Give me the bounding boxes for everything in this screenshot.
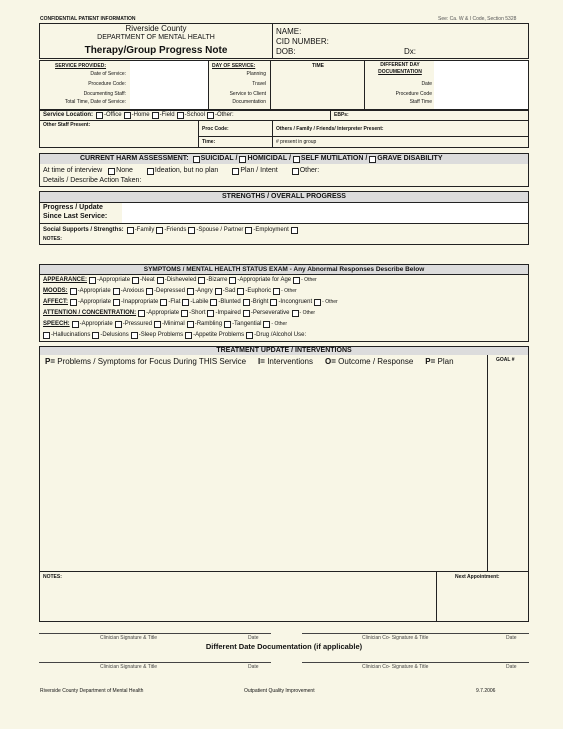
other-staff-label: Other Staff Present: xyxy=(43,122,91,128)
mse-option-checkbox[interactable] xyxy=(113,288,120,295)
i-key: I= xyxy=(258,357,265,366)
mse-option-label: -Sleep Problems xyxy=(138,332,184,338)
service-provided-label: SERVICE PROVIDED: xyxy=(55,63,107,69)
mse-option-label: - Other xyxy=(271,321,287,327)
ideation-checkbox[interactable] xyxy=(147,168,154,175)
next-appointment-label: Next Appointment: xyxy=(455,574,500,580)
mse-option-label: -Anxious xyxy=(120,288,145,294)
mse-option-checkbox[interactable] xyxy=(154,321,161,328)
mse-option-label: -Labile xyxy=(190,299,209,305)
mse-option xyxy=(224,320,261,328)
mse-option-checkbox[interactable] xyxy=(187,321,194,328)
homicidal-label: HOMICIDAL / xyxy=(247,155,291,162)
others-present-label: Others / Family / Friends/ Interpreter Present: xyxy=(276,126,384,132)
progress-input[interactable] xyxy=(122,203,528,223)
homicidal-checkbox[interactable] xyxy=(239,156,246,163)
mse-option-checkbox[interactable] xyxy=(292,310,299,317)
progress-label: Progress / Update xyxy=(43,204,103,211)
co-signature-label: Clinician Co- Signature & Title xyxy=(362,635,429,641)
mse-option xyxy=(237,287,271,295)
co-signature-label-2: Clinician Co- Signature & Title xyxy=(362,664,429,670)
clinician-date-label-2: Date xyxy=(248,664,259,670)
suicidal-label: SUICIDAL / xyxy=(200,155,238,162)
mse-option xyxy=(113,287,144,295)
mse-option-checkbox[interactable] xyxy=(113,299,120,306)
mse-option-label: -Inappropriate xyxy=(121,299,159,305)
mse-option-label: -Flat xyxy=(168,299,181,305)
footer-quality: Outpatient Quality Improvement xyxy=(244,688,315,694)
o-key: O= xyxy=(325,357,336,366)
mse-option-checkbox[interactable] xyxy=(246,332,253,339)
mse-option xyxy=(229,276,291,284)
mse-option-checkbox[interactable] xyxy=(263,321,270,328)
mse-option-label: -Bright xyxy=(250,299,269,305)
mse-option-checkbox[interactable] xyxy=(182,299,189,306)
mse-row xyxy=(43,298,340,306)
service-to-client-label: Service to Client xyxy=(229,91,266,97)
form-title: Therapy/Group Progress Note xyxy=(84,45,228,56)
mse-option-checkbox[interactable] xyxy=(131,332,138,339)
mse-option xyxy=(132,276,155,284)
procedure-code-label: Procedure Code: xyxy=(88,81,126,87)
mse-option-checkbox[interactable] xyxy=(132,277,139,284)
proc-time-label: Time: xyxy=(202,139,216,145)
other-location-checkbox[interactable] xyxy=(207,112,214,119)
mse-option-label: -Minimal xyxy=(162,321,185,327)
p-text: Problems / Symptoms for Focus During THIS Service xyxy=(57,357,247,366)
mse-option-label: -Appropriate xyxy=(97,277,131,283)
diff-procedure-code-label: Procedure Code xyxy=(395,91,432,97)
family-checkbox[interactable] xyxy=(127,227,134,234)
mse-option-checkbox[interactable] xyxy=(229,277,236,284)
grave-disability-checkbox[interactable] xyxy=(369,156,376,163)
mse-row-label: APPEARANCE: xyxy=(43,277,88,283)
social-supports-label: Social Supports / Strengths: xyxy=(43,227,124,233)
co-signature-date-label: Date xyxy=(506,635,517,641)
service-location-label: Service Location: xyxy=(43,112,94,118)
mse-option xyxy=(181,309,205,317)
mse-option-label: -Appetite Problems xyxy=(193,332,245,338)
mse-row xyxy=(43,331,308,339)
mse-option-label: -Neat xyxy=(140,277,155,283)
field-checkbox[interactable] xyxy=(152,112,159,119)
time-header: TIME xyxy=(312,63,324,69)
mse-option xyxy=(70,287,111,295)
staff-time-label: Staff Time xyxy=(409,99,432,105)
plan-text: Plan xyxy=(437,357,454,366)
harm-header-row xyxy=(80,155,445,163)
i-text: Interventions xyxy=(267,357,313,366)
footer-date: 9.7.2006 xyxy=(476,688,496,694)
mse-option-checkbox[interactable] xyxy=(237,288,244,295)
department-name: DEPARTMENT OF MENTAL HEALTH xyxy=(97,34,215,41)
mse-option-checkbox[interactable] xyxy=(185,332,192,339)
mse-option xyxy=(89,276,130,284)
mse-option-checkbox[interactable] xyxy=(72,321,79,328)
mse-option-checkbox[interactable] xyxy=(181,310,188,317)
strengths-title: STRENGTHS / OVERALL PROGRESS xyxy=(40,192,528,202)
ideation-label: Ideation, but no plan xyxy=(154,167,219,174)
plan-intent-checkbox[interactable] xyxy=(232,168,239,175)
o-text: Outcome / Response xyxy=(338,357,414,366)
mse-row xyxy=(43,287,299,295)
mse-option-label: -Impaired xyxy=(215,310,241,316)
mse-option-label: -Appropriate xyxy=(79,321,113,327)
name-label: NAME: xyxy=(276,27,302,36)
mse-option xyxy=(92,331,128,339)
mse-option xyxy=(293,276,317,284)
mse-option-checkbox[interactable] xyxy=(70,288,77,295)
day-of-service-label: DAY OF SERVICE: xyxy=(212,63,256,69)
mse-option xyxy=(146,287,185,295)
self-mutilation-label: SELF MUTILATION / xyxy=(300,155,368,162)
mse-option xyxy=(131,331,183,339)
mse-option-label: -Incongruent xyxy=(278,299,313,305)
mse-option xyxy=(154,320,185,328)
mse-option-label: -Blunted xyxy=(218,299,241,305)
different-day-input-area[interactable] xyxy=(434,61,528,109)
mse-option-checkbox[interactable] xyxy=(215,288,222,295)
mse-title: SYMPTOMS / MENTAL HEALTH STATUS EXAM - Any Abnormal Responses Describe Below xyxy=(40,265,528,274)
at-time-label: At time of interview xyxy=(43,167,103,174)
mse-option-label: -Delusions xyxy=(100,332,129,338)
mse-option-label: -Pressured xyxy=(122,321,153,327)
mse-option-label: - Other xyxy=(301,277,317,283)
social-supports-row xyxy=(43,226,301,234)
home-label: -Home xyxy=(131,112,150,118)
harm-other-checkbox[interactable] xyxy=(292,168,299,175)
total-time-label: Total Time, Date of Service: xyxy=(64,99,126,105)
mse-option-label: -Disheveled xyxy=(164,277,197,283)
mse-option xyxy=(292,309,316,317)
mse-option-label: -Tangential xyxy=(232,321,262,327)
mse-option xyxy=(157,276,197,284)
proc-code-label: Proc Code: xyxy=(202,126,229,132)
documentation-label: Documentation xyxy=(232,99,266,105)
different-day-label: DIFFERENT DAY xyxy=(380,62,420,68)
school-checkbox[interactable] xyxy=(177,112,184,119)
harm-details-label: Details / Describe Action Taken: xyxy=(43,177,142,184)
mse-option xyxy=(160,298,180,306)
mse-option xyxy=(43,331,90,339)
mse-option xyxy=(72,320,113,328)
documenting-staff-label: Documenting Staff: xyxy=(83,91,126,97)
mse-option xyxy=(187,320,222,328)
mse-row xyxy=(43,276,319,284)
mse-option-label: - Other xyxy=(322,299,338,305)
different-day-documentation-label: DOCUMENTATION xyxy=(378,69,422,75)
harm-other-label: Other: xyxy=(299,167,320,174)
mse-option xyxy=(198,276,227,284)
mse-option-checkbox[interactable] xyxy=(187,288,194,295)
mse-option-label: -Drug /Alcohol Use: xyxy=(254,332,307,338)
harm-title: CURRENT HARM ASSESSMENT: xyxy=(80,155,189,162)
mse-option-checkbox[interactable] xyxy=(210,299,217,306)
harm-options-row xyxy=(43,167,321,175)
mse-option xyxy=(115,320,152,328)
home-checkbox[interactable] xyxy=(124,112,131,119)
planning-label: Planning xyxy=(246,71,266,77)
mse-option xyxy=(185,331,244,339)
mse-option-checkbox[interactable] xyxy=(160,299,167,306)
date-of-service-label: Date of Service: xyxy=(90,71,126,77)
mse-option-label: -Appropriate xyxy=(146,310,180,316)
mse-option xyxy=(263,320,287,328)
pio-legend xyxy=(45,357,454,367)
mse-option-checkbox[interactable] xyxy=(207,310,214,317)
mse-option xyxy=(270,298,312,306)
goal-label: GOAL # xyxy=(496,357,515,363)
confidential-label: CONFIDENTIAL PATIENT INFORMATION xyxy=(40,16,136,22)
treatment-notes-area[interactable] xyxy=(40,370,486,570)
mse-option-checkbox[interactable] xyxy=(243,310,250,317)
mse-option-label: -Rambling xyxy=(194,321,223,327)
mse-option-label: -Appropriate xyxy=(78,299,112,305)
clinician-signature-label: Clinician Signature & Title xyxy=(100,635,157,641)
employment-label: -Employment xyxy=(253,227,289,233)
service-location-row xyxy=(43,111,236,119)
plan-intent-label: Plan / Intent xyxy=(240,167,278,174)
spouse-label: -Spouse / Partner xyxy=(196,227,244,233)
ebps-label: EBPs: xyxy=(334,112,349,118)
family-label: -Family xyxy=(134,227,155,233)
extra-support-checkbox[interactable] xyxy=(291,227,298,234)
mse-option-checkbox[interactable] xyxy=(198,277,205,284)
friends-label: -Friends xyxy=(164,227,187,233)
field-label: -Field xyxy=(159,112,175,118)
mse-option xyxy=(70,298,111,306)
mse-option-label: -Angry xyxy=(195,288,213,294)
mse-option xyxy=(314,298,338,306)
self-mutilation-checkbox[interactable] xyxy=(293,156,300,163)
mse-option xyxy=(246,331,306,339)
spouse-checkbox[interactable] xyxy=(188,227,195,234)
mse-option-label: -Euphoric xyxy=(245,288,272,294)
different-date-documentation: Different Date Documentation (if applicable) xyxy=(205,642,363,651)
grave-disability-label: GRAVE DISABILITY xyxy=(377,155,443,162)
employment-checkbox[interactable] xyxy=(245,227,252,234)
mse-option xyxy=(210,298,240,306)
mse-option-checkbox[interactable] xyxy=(92,332,99,339)
mse-option-label: -Perseverative xyxy=(250,310,290,316)
mse-option-label: -Hallucinations xyxy=(51,332,91,338)
co-signature-date-label-2: Date xyxy=(506,664,517,670)
mse-row-label: ATTENTION / CONCENTRATION: xyxy=(43,310,137,316)
mse-option-label: - Other xyxy=(281,288,297,294)
mse-option-checkbox[interactable] xyxy=(243,299,250,306)
mse-option-label: -Appropriate for Age xyxy=(237,277,292,283)
p-key: P= xyxy=(45,357,56,366)
mse-option-checkbox[interactable] xyxy=(146,288,153,295)
mse-option xyxy=(243,309,290,317)
mse-option-checkbox[interactable] xyxy=(293,277,300,284)
mse-row-label: SPEECH: xyxy=(43,321,70,327)
treatment-notes-label: NOTES: xyxy=(43,574,62,580)
mse-option-label: - Other xyxy=(299,310,316,316)
cid-label: CID NUMBER: xyxy=(276,37,329,46)
mse-option-checkbox[interactable] xyxy=(115,321,122,328)
mse-option-label: -Appropriate xyxy=(77,288,111,294)
office-checkbox[interactable] xyxy=(96,112,103,119)
code-reference: See: Ca. W & I Code, Section 5328 xyxy=(438,16,517,22)
mse-option-checkbox[interactable] xyxy=(224,321,231,328)
mse-option xyxy=(113,298,158,306)
present-in-group-label: # present in group xyxy=(276,139,317,145)
mse-option-checkbox[interactable] xyxy=(157,277,164,284)
mse-row xyxy=(43,320,289,328)
school-label: -School xyxy=(184,112,205,118)
none-checkbox[interactable] xyxy=(108,168,115,175)
none-label: None xyxy=(116,167,133,174)
mse-option-checkbox[interactable] xyxy=(273,288,280,295)
mse-option-checkbox[interactable] xyxy=(43,332,50,339)
since-last-service-label: Since Last Service: xyxy=(43,213,108,220)
mse-option xyxy=(138,309,179,317)
clinician-signature-label-2: Clinician Signature & Title xyxy=(100,664,157,670)
mse-option xyxy=(182,298,208,306)
clinician-date-label: Date xyxy=(248,635,259,641)
mse-option-label: -Short xyxy=(189,310,206,316)
suicidal-checkbox[interactable] xyxy=(193,156,200,163)
dob-label: DOB: xyxy=(276,47,296,56)
mse-option xyxy=(215,287,236,295)
travel-label: Travel xyxy=(252,81,266,87)
mse-option-label: -Bizarre xyxy=(206,277,228,283)
office-label: -Office xyxy=(104,112,122,118)
mse-option xyxy=(273,287,297,295)
mse-option-label: -Sad xyxy=(222,288,236,294)
dx-label: Dx: xyxy=(404,47,416,56)
footer-department: Riverside County Department of Mental Health xyxy=(40,688,144,694)
mse-row-label: MOODS: xyxy=(43,288,68,294)
mse-option xyxy=(207,309,240,317)
mse-option-checkbox[interactable] xyxy=(270,299,277,306)
other-location-label: -Other: xyxy=(214,112,234,118)
mse-option-checkbox[interactable] xyxy=(314,299,321,306)
mse-row-label: AFFECT: xyxy=(43,299,68,305)
service-input-area[interactable] xyxy=(130,61,208,109)
diff-date-label: Date xyxy=(421,81,432,87)
mse-option-label: -Depressed xyxy=(154,288,186,294)
friends-checkbox[interactable] xyxy=(156,227,163,234)
strengths-notes-label: NOTES: xyxy=(43,236,62,242)
mse-option-checkbox[interactable] xyxy=(89,277,96,284)
mse-row xyxy=(43,309,317,317)
county-name: Riverside County xyxy=(125,24,187,33)
treatment-title: TREATMENT UPDATE / INTERVENTIONS xyxy=(40,347,528,355)
mse-option xyxy=(187,287,213,295)
mse-option-checkbox[interactable] xyxy=(70,299,77,306)
mse-option xyxy=(243,298,269,306)
plan-key: P= xyxy=(425,357,436,366)
mse-option-checkbox[interactable] xyxy=(138,310,145,317)
